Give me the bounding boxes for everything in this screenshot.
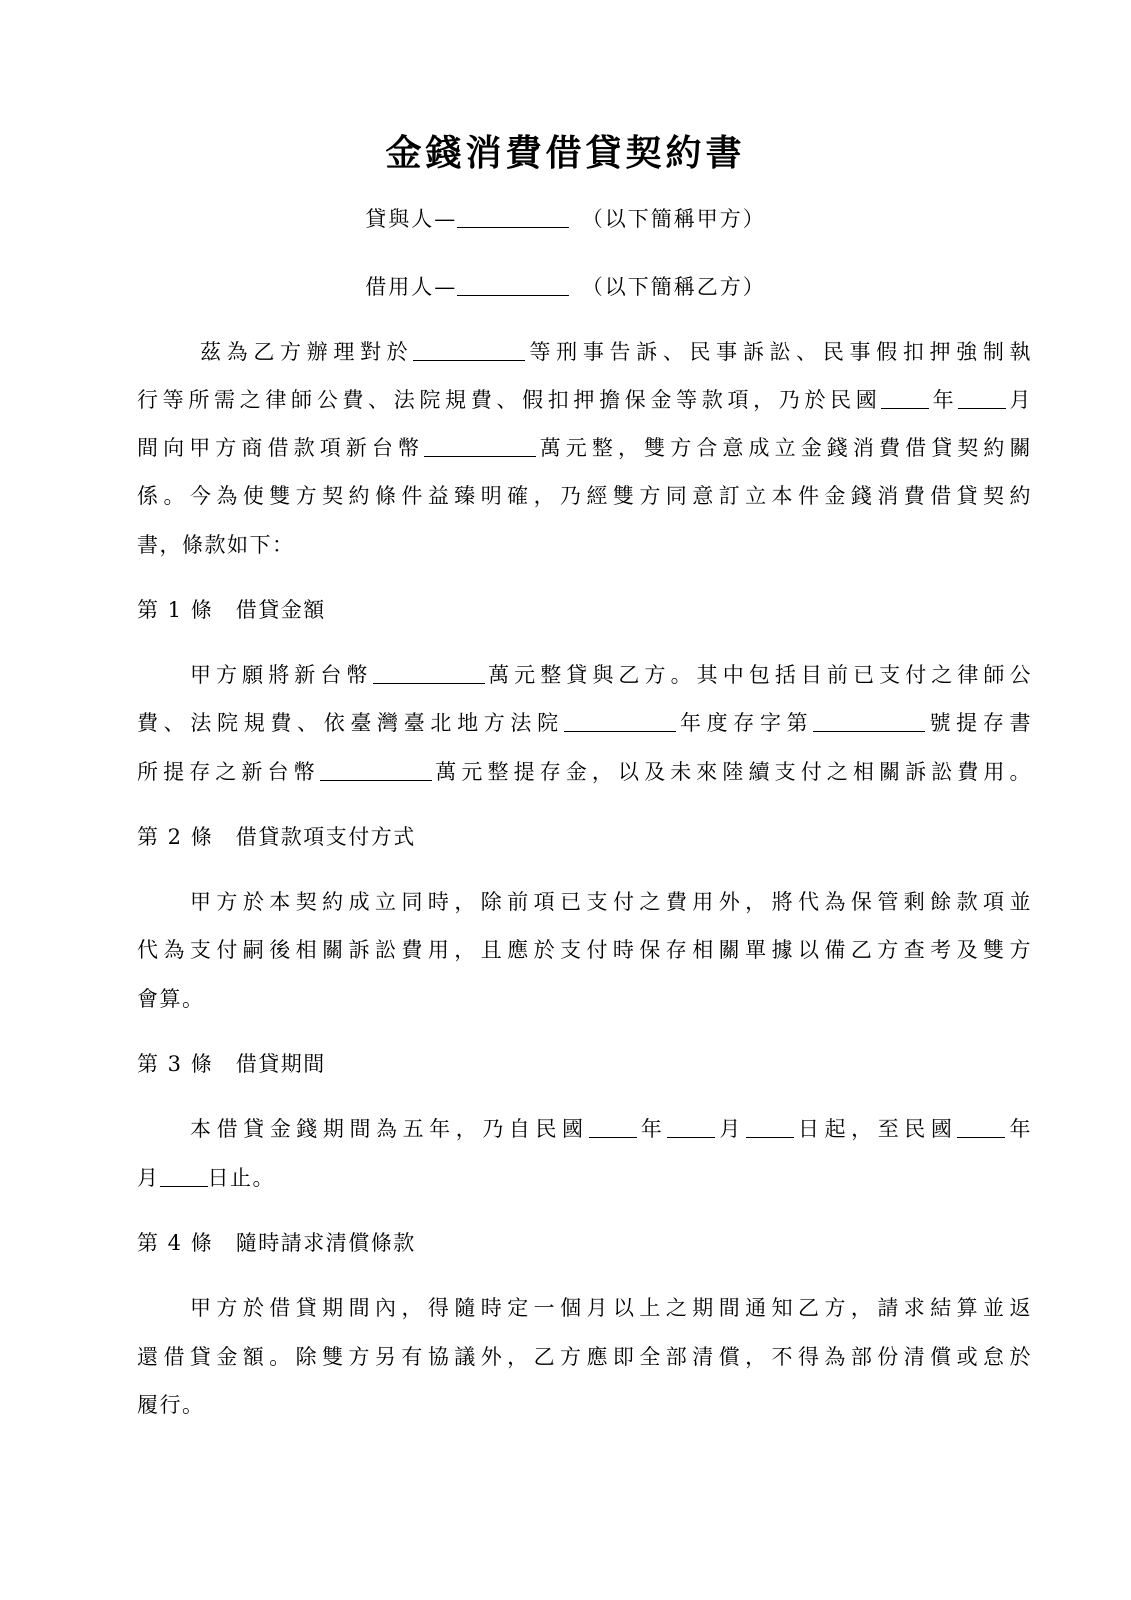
- article-text: 月: [715, 1117, 746, 1141]
- article-text: 甲方願將新台幣: [190, 663, 373, 687]
- article-text: 年: [1005, 1117, 1032, 1141]
- preamble-text: 間向甲方商借款項新台幣: [137, 436, 425, 460]
- borrower-line: [0, 272, 1131, 302]
- end-year-blank[interactable]: [957, 1117, 1005, 1138]
- preamble-text: 茲為乙方辦理對於: [200, 340, 414, 364]
- article-2-line-1: 甲方於本契約成立同時，除前項已支付之費用外，將代為保管剩餘款項並: [190, 890, 1032, 914]
- preamble-line-2: [137, 385, 1032, 415]
- preamble-text: 行等所需之律師公費、法院規費、假扣押擔保金等款項，乃於民國: [137, 388, 882, 412]
- article-text: 萬元整提存金，以及未來陸續支付之相關訴訟費用。: [431, 760, 1032, 784]
- article-4-line-2: 還借貸金額。除雙方另有協議外，乙方應即全部清償，不得為部份清償或怠於: [137, 1345, 1032, 1369]
- deposit-amount-blank[interactable]: [320, 760, 432, 781]
- article-1-heading: 第 1 條 借貸金額: [137, 598, 326, 622]
- article-text: 號提存書: [925, 711, 1032, 735]
- start-month-blank[interactable]: [667, 1117, 715, 1138]
- lender-name-blank[interactable]: [457, 207, 569, 228]
- article-text: 日止。: [207, 1166, 275, 1190]
- article-text: 年度存字第: [675, 711, 814, 735]
- article-2-heading: 第 2 條 借貸款項支付方式: [137, 825, 416, 849]
- lender-note: （以下簡稱甲方）: [592, 207, 766, 231]
- month-blank[interactable]: [958, 388, 1006, 409]
- loan-amount-blank[interactable]: [373, 663, 485, 684]
- preamble-line-1: [200, 337, 1032, 367]
- article-3-heading: 第 3 條 借貸期間: [137, 1052, 326, 1076]
- start-year-blank[interactable]: [589, 1117, 637, 1138]
- preamble-line-5: 書，條款如下：: [137, 533, 295, 557]
- deposit-year-blank[interactable]: [564, 711, 676, 732]
- preamble-text: 萬元整，雙方合意成立金錢消費借貸契約關: [536, 436, 1032, 460]
- lender-label: 貸與人—: [365, 207, 458, 231]
- year-blank[interactable]: [881, 388, 929, 409]
- preamble-line-3: [137, 433, 1032, 463]
- borrower-label: 借用人—: [365, 275, 458, 299]
- article-2-line-3: 會算。: [137, 987, 205, 1011]
- article-4-heading: 第 4 條 隨時請求清償條款: [137, 1231, 416, 1255]
- article-text: 萬元整貸與乙方。其中包括目前已支付之律師公: [484, 663, 1032, 687]
- start-day-blank[interactable]: [746, 1117, 794, 1138]
- borrower-name-blank[interactable]: [457, 275, 569, 296]
- article-text: 年: [636, 1117, 668, 1141]
- article-1-line-3: [137, 757, 1032, 787]
- case-blank[interactable]: [413, 340, 525, 361]
- preamble-line-4: 係。今為使雙方契約條件益臻明確，乃經雙方同意訂立本件金錢消費借貸契約: [137, 484, 1032, 508]
- article-text: 所提存之新台幣: [137, 760, 320, 784]
- article-4-line-3: 履行。: [137, 1393, 205, 1417]
- document-title: 金錢消費借貸契約書: [385, 132, 746, 174]
- article-2-line-2: 代為支付嗣後相關訴訟費用，且應於支付時保存相關單據以備乙方查考及雙方: [137, 938, 1032, 962]
- preamble-text: 年: [929, 388, 959, 412]
- article-text: 費、法院規費、依臺灣臺北地方法院: [137, 711, 564, 735]
- amount-blank[interactable]: [424, 436, 536, 457]
- article-3-line-2: [137, 1163, 1032, 1193]
- preamble-text: 等刑事告訴、民事訴訟、民事假扣押強制執: [525, 340, 1032, 364]
- article-3-line-1: [190, 1114, 1032, 1144]
- article-text: 日起，至民國: [793, 1117, 958, 1141]
- article-1-line-2: [137, 708, 1032, 738]
- end-day-blank[interactable]: [160, 1166, 208, 1187]
- borrower-note: （以下簡稱乙方）: [592, 275, 766, 299]
- lender-line: [0, 204, 1131, 234]
- article-1-line-1: [190, 660, 1032, 690]
- article-text: 本借貸金錢期間為五年，乃自民國: [190, 1117, 589, 1141]
- article-text: 月: [137, 1166, 160, 1190]
- preamble-text: 月: [1006, 388, 1032, 412]
- article-4-line-1: 甲方於借貸期間內，得隨時定一個月以上之期間通知乙方，請求結算並返: [190, 1296, 1032, 1320]
- deposit-number-blank[interactable]: [813, 711, 925, 732]
